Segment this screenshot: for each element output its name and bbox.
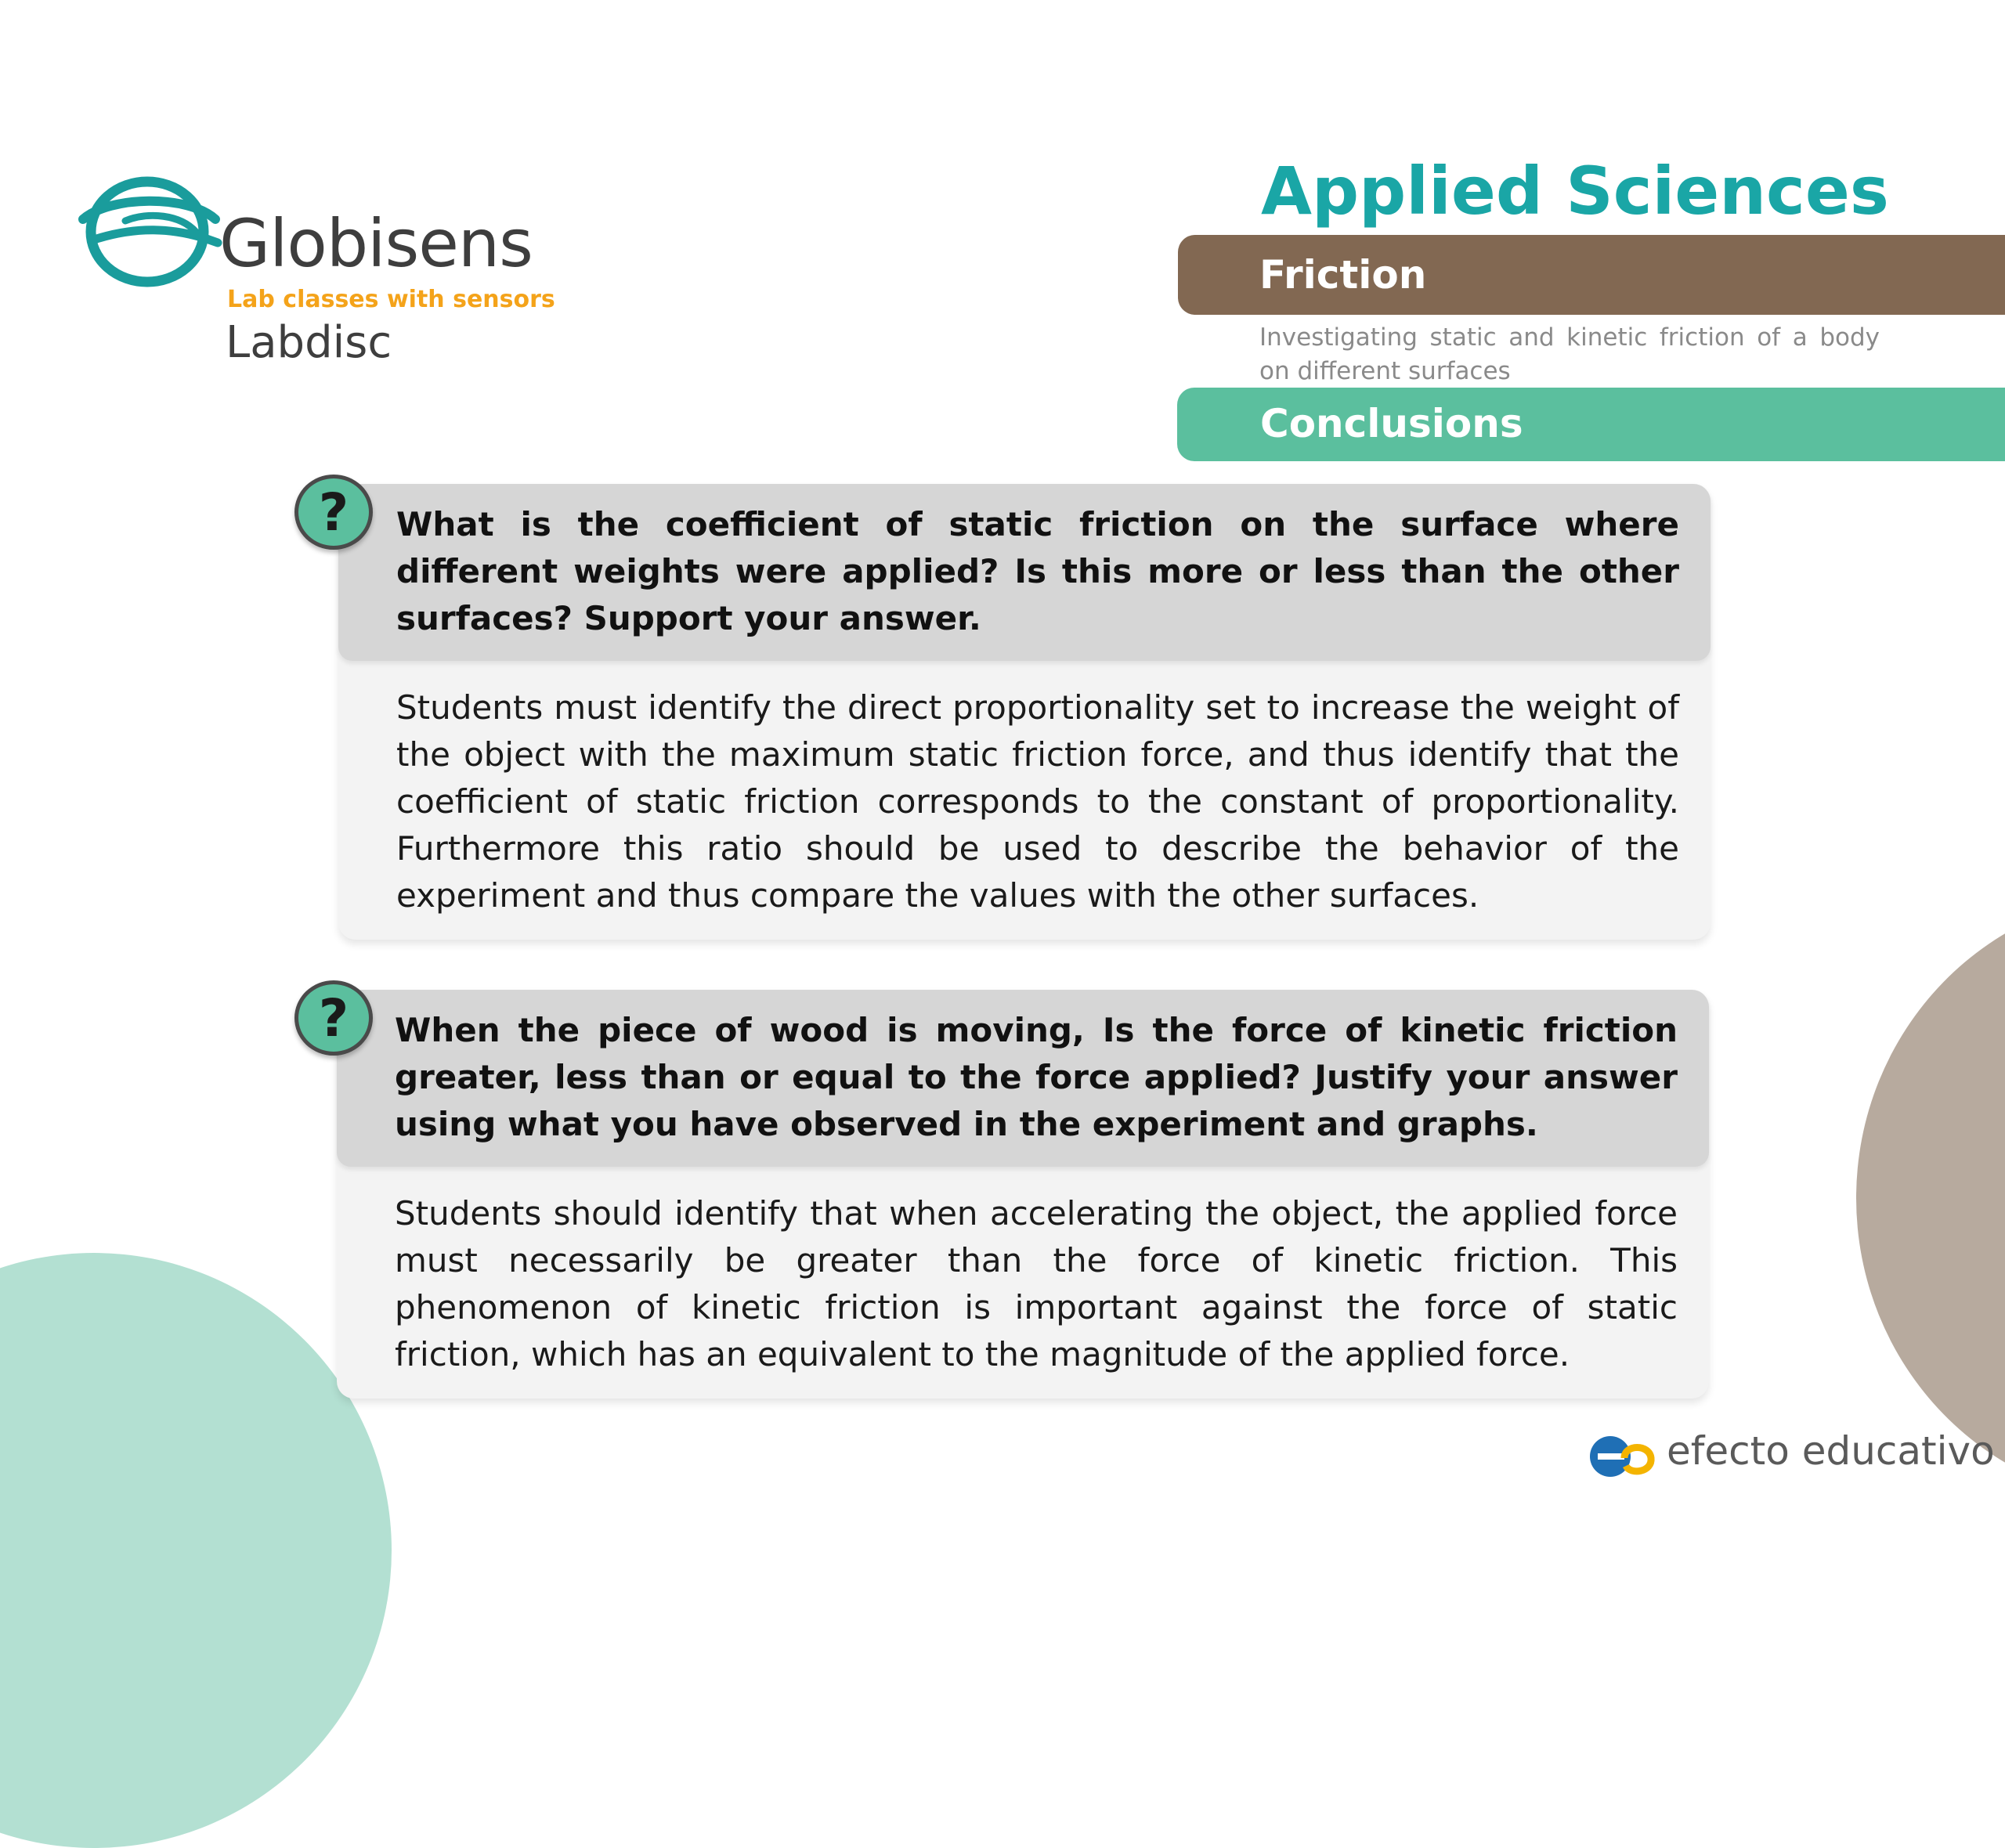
- topic-subtitle: Investigating static and kinetic friction of a body on different surfaces: [1259, 323, 1880, 385]
- question-card-2: [337, 990, 1709, 1399]
- globisens-logo: [78, 164, 555, 376]
- efecto-educativo-logo-icon: [1587, 1427, 1657, 1482]
- page-title: Applied Sciences: [1261, 153, 1889, 229]
- question-mark-icon: ?: [294, 980, 373, 1056]
- globe-swirl-icon: [78, 164, 235, 298]
- decorative-circle-right: [1856, 893, 2005, 1503]
- decorative-circle-left: [0, 1253, 392, 1848]
- logo-tagline: Lab classes with sensors: [227, 286, 555, 313]
- logo-name: Globisens: [219, 205, 533, 282]
- footer-brand: efecto educativo: [1667, 1428, 1995, 1474]
- question-text: What is the coefficient of static friction on the surface where different weights were applied? Is this more or less than the other surfaces? Support your answer.: [338, 484, 1711, 661]
- logo-product: Labdisc: [226, 317, 392, 368]
- question-text: When the piece of wood is moving, Is the force of kinetic friction greater, less than or equal to the force applied? Justify your answer using what you have observed in the experiment and graphs.: [337, 990, 1709, 1167]
- section-label: Conclusions: [1260, 401, 1523, 446]
- question-mark-icon: ?: [294, 475, 373, 550]
- section-banner: [1177, 388, 2005, 461]
- answer-text: Students must identify the direct proportionality set to increase the weight of the object with the maximum static friction force, and thus identify that the coefficient of static friction corresponds to the constant of proportionality. Furthermore this ratio should be used to describe the behavior of the experiment and thus compare the values with the other surfaces.: [396, 688, 1679, 915]
- topic-banner: [1178, 235, 2005, 315]
- question-card-1: [338, 484, 1711, 940]
- topic-label: Friction: [1259, 252, 1427, 298]
- answer-text: Students should identify that when accelerating the object, the applied force must necessarily be greater than the force of kinetic friction. This phenomenon of kinetic friction is important against the force of static friction, which has an equivalent to the magnitude of the applied force.: [395, 1194, 1678, 1373]
